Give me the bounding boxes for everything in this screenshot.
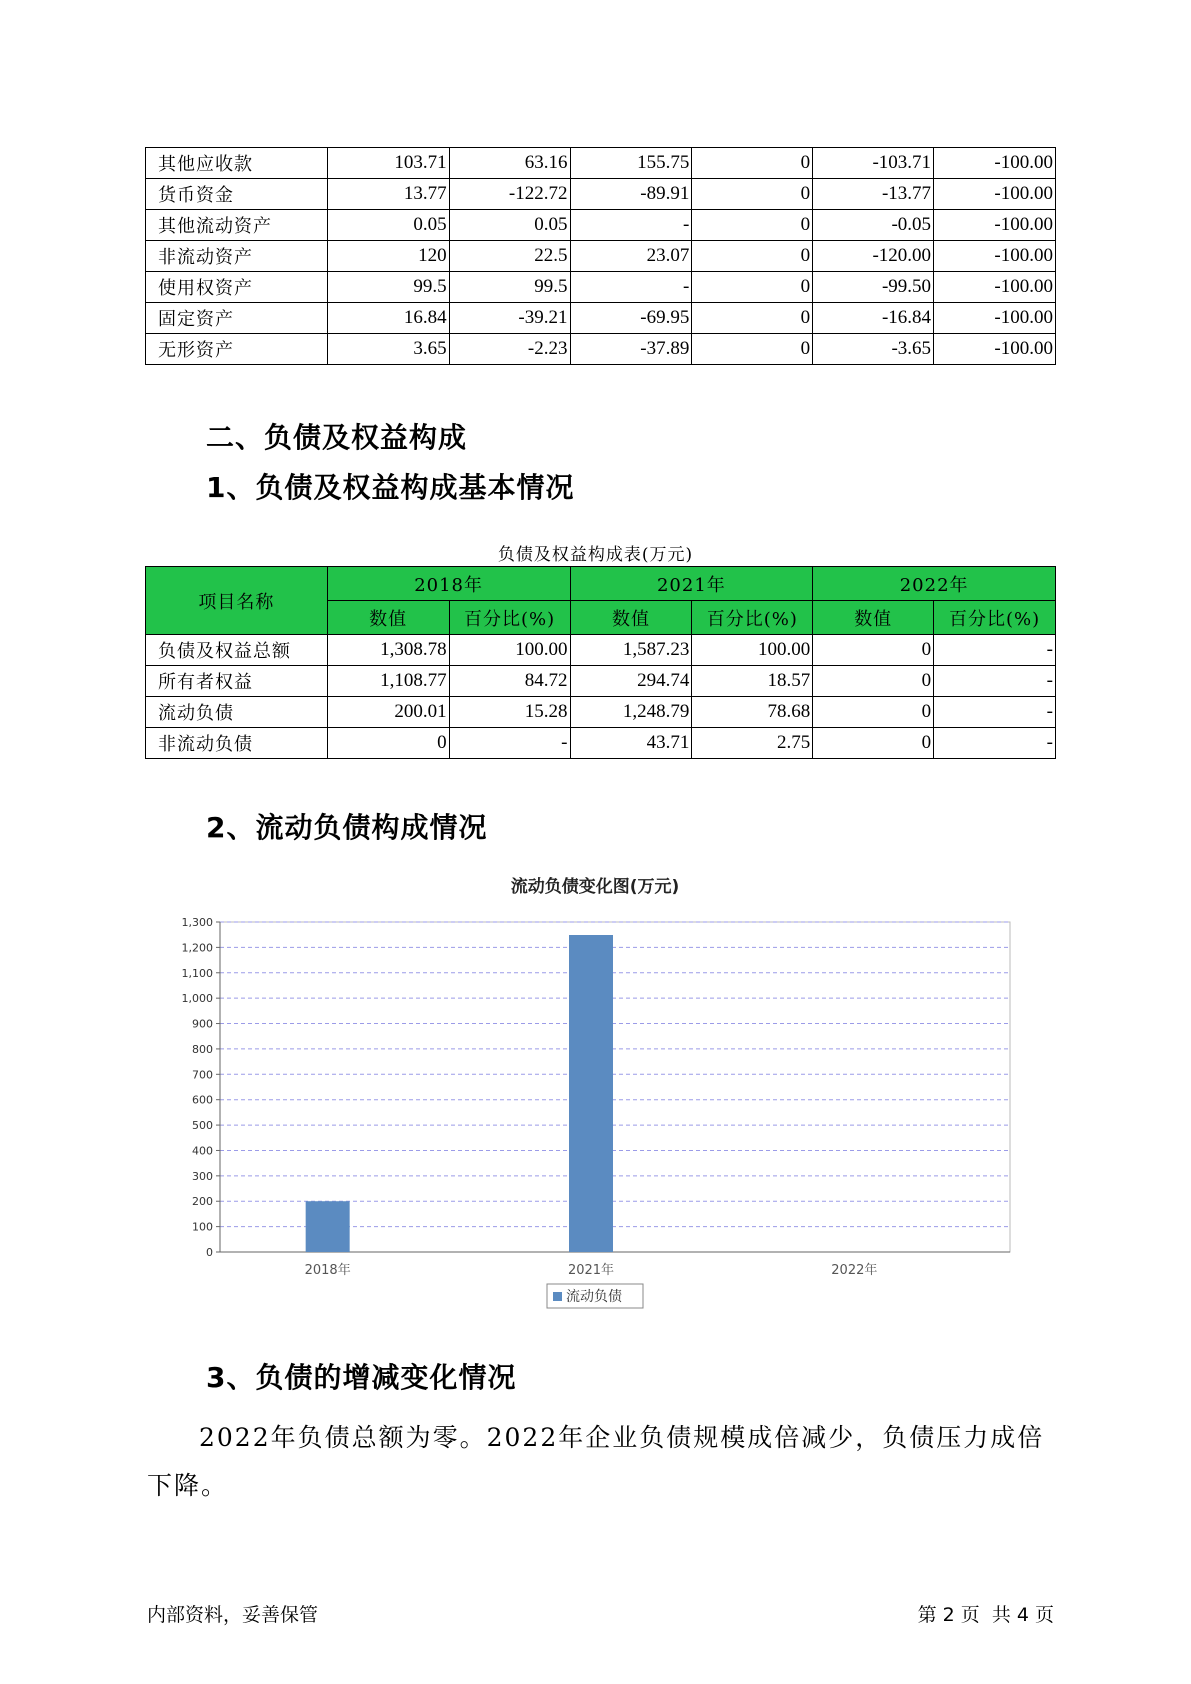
table-row <box>146 272 1056 303</box>
y-tick-label: 300 <box>192 1169 213 1183</box>
table-row <box>146 697 1056 728</box>
x-tick-label: 2018年 <box>304 1263 351 1278</box>
row-label: 固定资产 <box>146 303 328 334</box>
table-row <box>146 241 1056 272</box>
row-label: 所有者权益 <box>146 666 328 697</box>
row-value: 0 <box>813 697 934 728</box>
row-percent: 18.57 <box>692 666 813 697</box>
row-percent: 84.72 <box>449 666 570 697</box>
header-year-2022: 2022年 <box>813 567 1056 601</box>
row-value: -120.00 <box>813 241 934 272</box>
row-label: 使用权资产 <box>146 272 328 303</box>
y-tick-label: 1,300 <box>181 916 213 929</box>
row-label: 其他应收款 <box>146 148 328 179</box>
row-value: -100.00 <box>934 241 1056 272</box>
y-tick-label: 100 <box>192 1220 213 1234</box>
row-value: 1,308.78 <box>327 635 449 666</box>
row-label: 负债及权益总额 <box>146 635 328 666</box>
row-percent: - <box>934 666 1056 697</box>
chart-title: 流动负债变化图(万元) <box>510 877 680 897</box>
x-tick-label: 2022年 <box>831 1263 878 1278</box>
y-tick-label: 400 <box>192 1144 213 1158</box>
row-label: 流动负债 <box>146 697 328 728</box>
subsection-heading-1: 1、负债及权益构成基本情况 <box>206 471 575 504</box>
table-row <box>146 635 1056 666</box>
y-tick-label: 1,200 <box>181 941 213 955</box>
row-value: 0 <box>813 635 934 666</box>
row-value: 1,587.23 <box>570 635 692 666</box>
row-value: 0 <box>692 210 813 241</box>
row-percent: 78.68 <box>692 697 813 728</box>
y-tick-label: 0 <box>206 1246 213 1259</box>
row-value: -3.65 <box>813 334 934 365</box>
row-value: -16.84 <box>813 303 934 334</box>
y-tick-label: 500 <box>192 1119 213 1133</box>
y-tick-label: 1,100 <box>181 966 213 980</box>
header-item-name: 项目名称 <box>146 567 328 635</box>
row-value: -100.00 <box>934 334 1056 365</box>
table-row <box>146 148 1056 179</box>
y-tick-label: 600 <box>192 1093 213 1107</box>
row-value: -13.77 <box>813 179 934 210</box>
row-value: -103.71 <box>813 148 934 179</box>
row-value: -69.95 <box>570 303 692 334</box>
row-value: 0 <box>692 179 813 210</box>
row-value: -99.50 <box>813 272 934 303</box>
bar <box>569 935 613 1252</box>
row-label: 非流动负债 <box>146 728 328 759</box>
subsection-heading-3: 3、负债的增减变化情况 <box>206 1361 517 1394</box>
header-year-2021: 2021年 <box>570 567 813 601</box>
row-value: 0.05 <box>327 210 449 241</box>
section-heading: 二、负债及权益构成 <box>206 421 468 454</box>
row-value: 200.01 <box>327 697 449 728</box>
row-value: -100.00 <box>934 272 1056 303</box>
row-value: 120 <box>327 241 449 272</box>
row-percent: 100.00 <box>449 635 570 666</box>
table-caption: 负债及权益构成表(万元) <box>497 545 694 565</box>
row-value: -122.72 <box>449 179 570 210</box>
header-value: 数值 <box>327 601 449 635</box>
row-value: 13.77 <box>327 179 449 210</box>
header-percent: 百分比(%) <box>692 601 813 635</box>
row-value: -100.00 <box>934 210 1056 241</box>
row-value: -89.91 <box>570 179 692 210</box>
row-value: 0 <box>813 666 934 697</box>
y-tick-label: 200 <box>192 1195 213 1209</box>
row-value: 0 <box>692 241 813 272</box>
row-value: 3.65 <box>327 334 449 365</box>
row-label: 其他流动资产 <box>146 210 328 241</box>
row-value: 1,248.79 <box>570 697 692 728</box>
row-value: -39.21 <box>449 303 570 334</box>
row-value: -37.89 <box>570 334 692 365</box>
row-value: 0 <box>692 272 813 303</box>
row-value: 0 <box>327 728 449 759</box>
row-value: 99.5 <box>327 272 449 303</box>
row-value: 43.71 <box>570 728 692 759</box>
y-tick-label: 1,000 <box>181 992 213 1006</box>
row-label: 货币资金 <box>146 179 328 210</box>
header-value: 数值 <box>570 601 692 635</box>
table-row <box>146 210 1056 241</box>
row-value: - <box>570 272 692 303</box>
row-percent: 15.28 <box>449 697 570 728</box>
row-percent: - <box>934 635 1056 666</box>
row-value: 0 <box>692 334 813 365</box>
x-tick-label: 2021年 <box>567 1263 615 1278</box>
table-row <box>146 728 1056 759</box>
row-value: -100.00 <box>934 148 1056 179</box>
row-value: 0.05 <box>449 210 570 241</box>
row-value: -2.23 <box>449 334 570 365</box>
header-percent: 百分比(%) <box>934 601 1056 635</box>
liability-equity-table <box>145 566 1056 759</box>
row-value: 155.75 <box>570 148 692 179</box>
row-percent: 100.00 <box>692 635 813 666</box>
header-year-2018: 2018年 <box>327 567 570 601</box>
footer-page-number: 第 2 页 共 4 页 <box>917 1604 1054 1626</box>
footer-confidential: 内部资料，妥善保管 <box>147 1604 319 1626</box>
row-value: 63.16 <box>449 148 570 179</box>
header-value: 数值 <box>813 601 934 635</box>
subsection-heading-2: 2、流动负债构成情况 <box>206 811 488 844</box>
y-tick-label: 800 <box>192 1042 213 1056</box>
row-percent: - <box>449 728 570 759</box>
row-value: 99.5 <box>449 272 570 303</box>
table-row <box>146 179 1056 210</box>
row-value: 0 <box>813 728 934 759</box>
table-row <box>146 334 1056 365</box>
row-value: 0 <box>692 148 813 179</box>
row-percent: 2.75 <box>692 728 813 759</box>
legend-label: 流动负债 <box>566 1289 622 1305</box>
row-value: -100.00 <box>934 303 1056 334</box>
row-label: 无形资产 <box>146 334 328 365</box>
analysis-paragraph: 2022年负债总额为零。2022年企业负债规模成倍减少，负债压力成倍下降。 <box>147 1423 1045 1500</box>
row-value: 294.74 <box>570 666 692 697</box>
row-value: 103.71 <box>327 148 449 179</box>
row-label: 非流动资产 <box>146 241 328 272</box>
row-value: 16.84 <box>327 303 449 334</box>
header-percent: 百分比(%) <box>449 601 570 635</box>
row-value: 23.07 <box>570 241 692 272</box>
legend-swatch <box>553 1292 562 1301</box>
y-tick-label: 900 <box>192 1017 213 1031</box>
row-value: -100.00 <box>934 179 1056 210</box>
bar <box>306 1201 350 1252</box>
row-value: 1,108.77 <box>327 666 449 697</box>
row-value: -0.05 <box>813 210 934 241</box>
current-liabilities-bar-chart <box>160 868 1030 1328</box>
table-row <box>146 303 1056 334</box>
y-tick-label: 700 <box>192 1068 213 1082</box>
table-row <box>146 666 1056 697</box>
asset-change-table <box>145 147 1056 365</box>
row-value: - <box>570 210 692 241</box>
row-value: 0 <box>692 303 813 334</box>
row-percent: - <box>934 728 1056 759</box>
row-percent: - <box>934 697 1056 728</box>
row-value: 22.5 <box>449 241 570 272</box>
